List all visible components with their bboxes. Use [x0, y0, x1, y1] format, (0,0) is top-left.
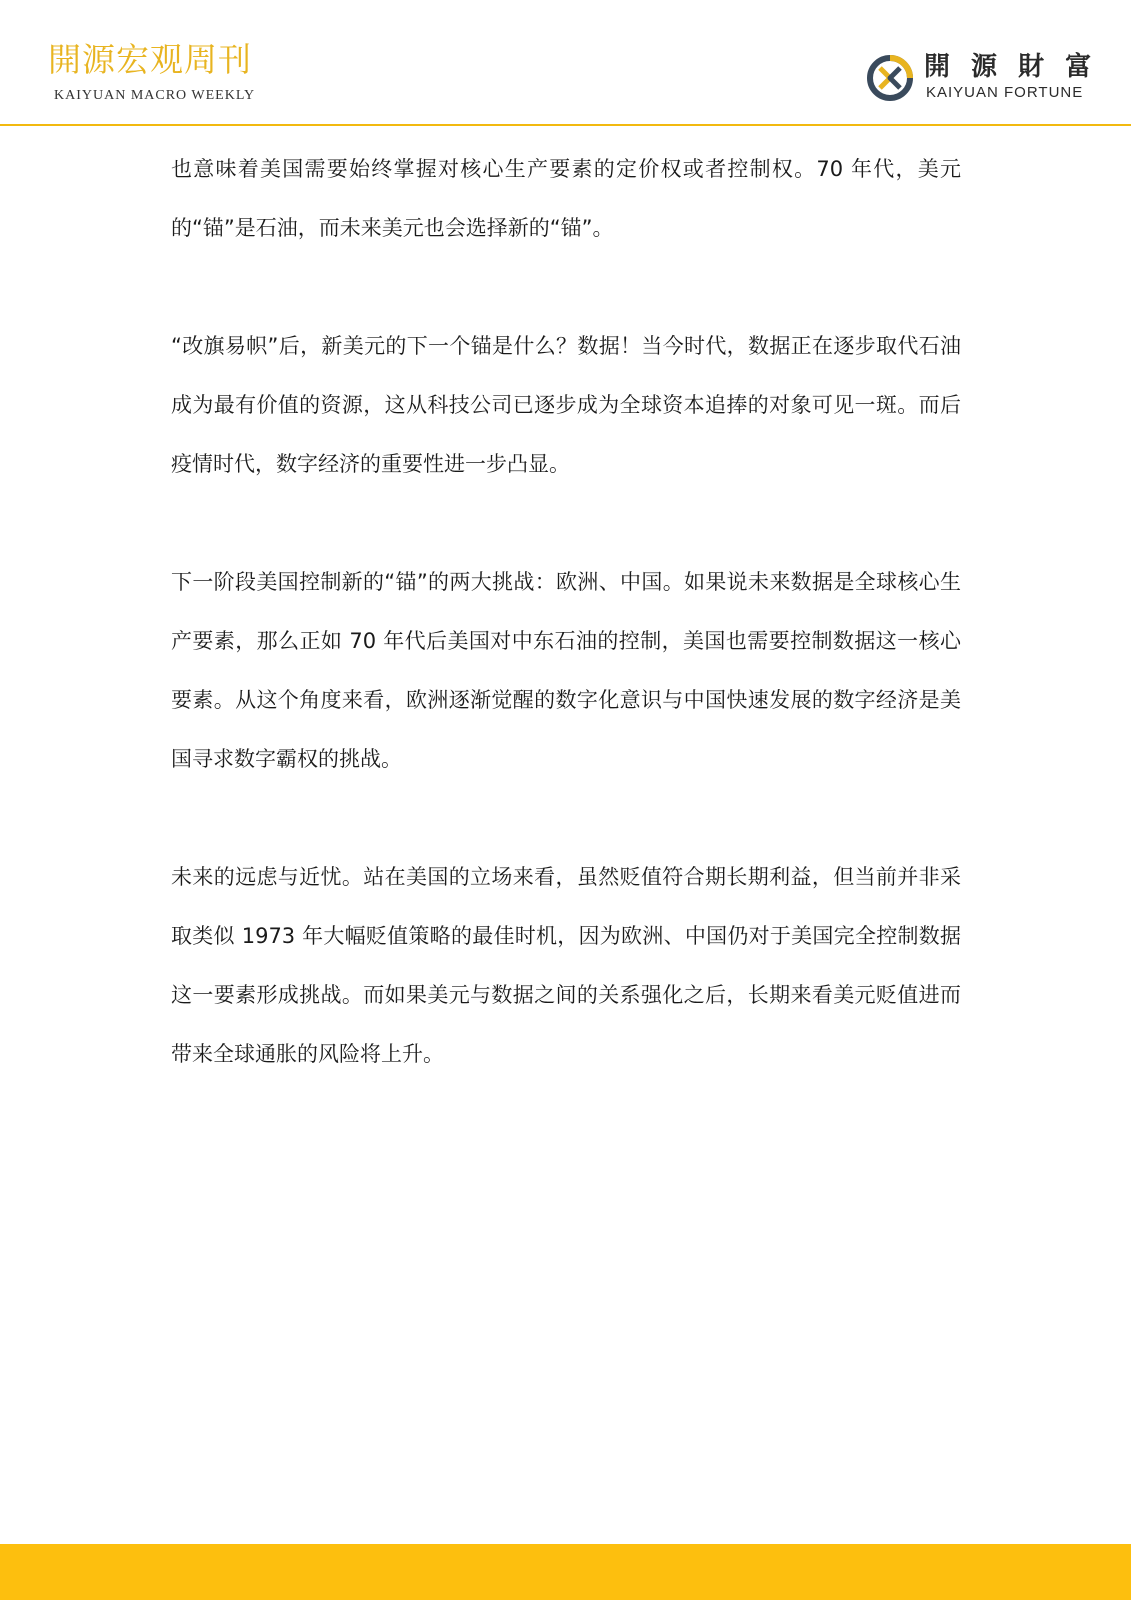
page-header	[0, 0, 1131, 125]
brand-block	[866, 48, 1106, 108]
brand-name-cn: 開 源 財 富	[924, 52, 1098, 82]
footer-bar	[0, 1544, 1131, 1600]
publication-subtitle: KAIYUAN MACRO WEEKLY	[54, 88, 256, 103]
body-paragraph: 下一阶段美国控制新的“锚”的两大挑战：欧洲、中国。如果说未来数据是全球核心生产要素，那么正如 70 年代后美国对中东石油的控制，美国也需要控制数据这一核心要素。从这个角度来看，欧洲逐渐觉醒的数字化意识与中国快速发展的数字经济是美国寻求数字霸权的挑战。	[171, 570, 961, 771]
body-paragraph: “改旗易帜”后，新美元的下一个锚是什么？数据！当今时代，数据正在逐步取代石油成为最有价值的资源，这从科技公司已逐步成为全球资本追捧的对象可见一斑。而后疫情时代，数字经济的重要性进一步凸显。	[171, 334, 961, 476]
body-paragraph: 未来的远虑与近忧。站在美国的立场来看，虽然贬值符合期长期利益，但当前并非采取类似 1973 年大幅贬值策略的最佳时机，因为欧洲、中国仍对于美国完全控制数据这一要素形成挑战。而如果美元与数据之间的关系强化之后，长期来看美元贬值进而带来全球通胀的风险将上升。	[171, 865, 961, 1066]
body-paragraph: 也意味着美国需要始终掌握对核心生产要素的定价权或者控制权。70 年代，美元的“锚”是石油，而未来美元也会选择新的“锚”。	[171, 157, 961, 240]
brand-name-en: KAIYUAN FORTUNE	[926, 84, 1084, 101]
header-divider	[0, 124, 1131, 126]
kaiyuan-k-logo-icon	[866, 54, 914, 102]
publication-title: 開源宏观周刊	[48, 40, 252, 79]
article-body	[171, 140, 961, 1084]
